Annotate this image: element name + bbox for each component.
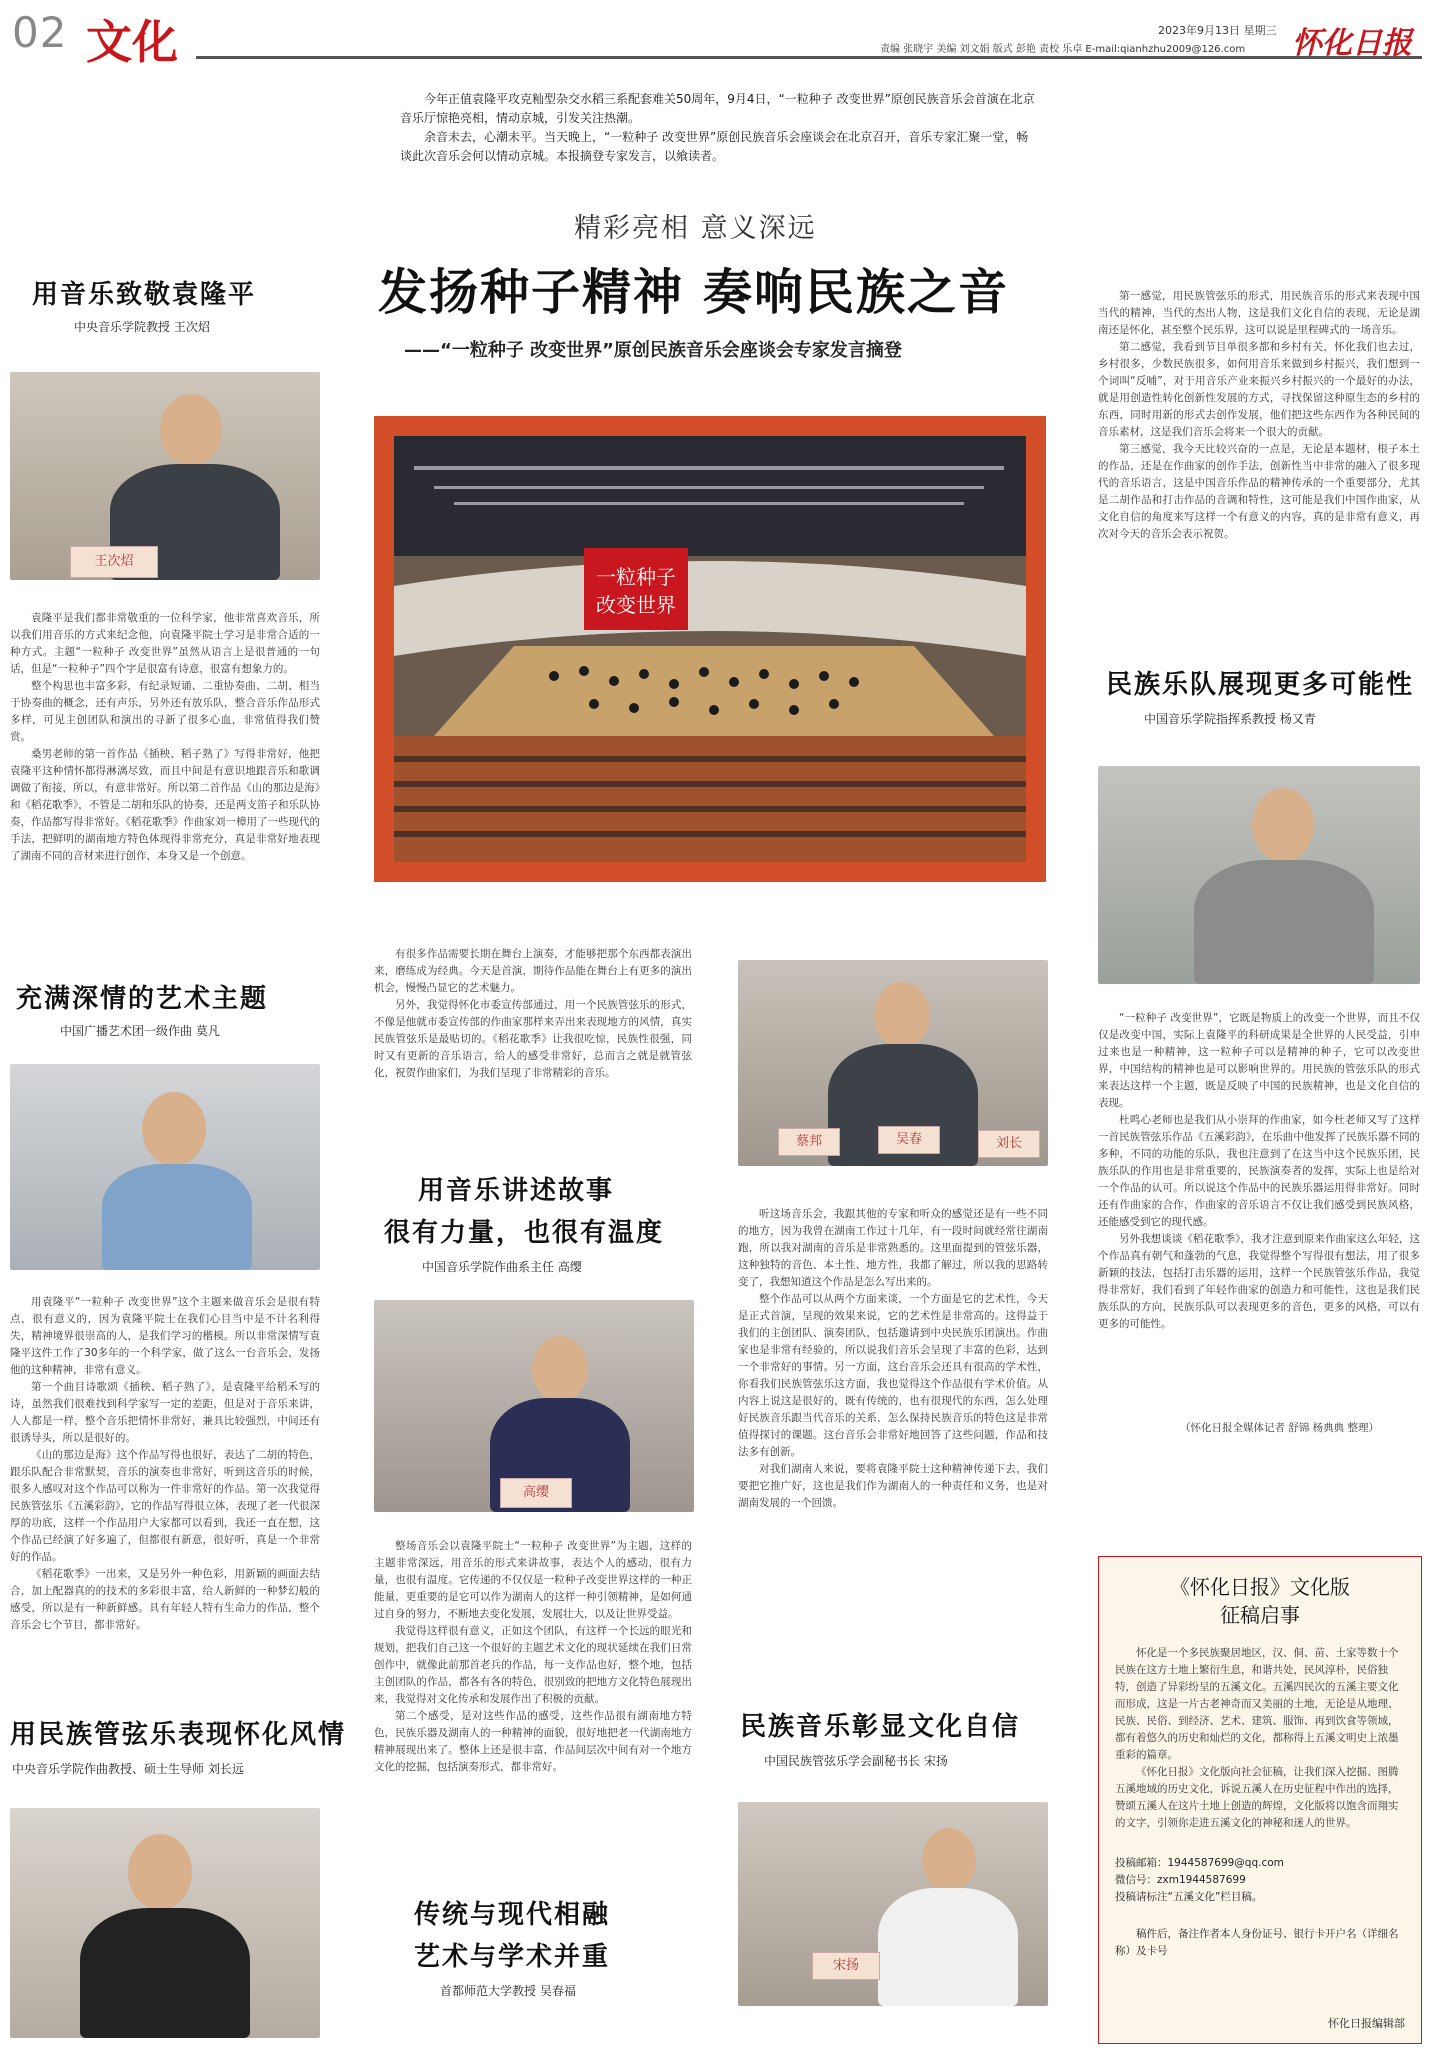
- article-title-4-line1: 用音乐讲述故事: [418, 1176, 615, 1206]
- notice-contacts: [1115, 1855, 1407, 1960]
- nameplate-6-mid: 吴春: [878, 1126, 940, 1154]
- article-title-3: 用民族管弦乐表现怀化风情: [10, 1720, 347, 1750]
- photo-yang-youqing: [1098, 766, 1420, 984]
- article-author-9: 中国音乐学院指挥系教授 杨又青: [1144, 712, 1316, 726]
- banner-line1: 一粒种子: [596, 565, 676, 589]
- submission-remark: 稿件后，备注作者本人身份证号、银行卡开户名（详细名称）及卡号: [1115, 1928, 1399, 1957]
- article-title-9: 民族乐队展现更多可能性: [1106, 670, 1415, 700]
- article-body-9: “一粒种子 改变世界”，它既是物质上的改变一个世界，而且不仅仅是改变中国，实际上袁隆平的科研成果是全世界的人民受益，引申过来也是一种精神，这一粒种子可以是精神的种子，它可以改变世界，中国结构的精神也是可以影响世界的。用民族的管弦乐队的形式来表达这样一个主题，既是反映了中国的民族精神，也是文化自信的表现。 杜鸣心老师也是我们从小崇拜的作曲家，如今杜老师又写了这样一首民族管弦乐作品《五溪彩韵》，在乐曲中他发挥了民族乐器不同的多种，不同的功能的乐队，我也注意到了在这当中这个民族乐团，民族乐队的作用也是非常重要的，民族演奏者的发挥，实际上也是给对一个作品的认可。所以说这个作品中的民族乐器运用得非常好。同时还有作曲家的合作，作曲家的音乐语言不仅让我们感受到民族风格，还能感受到它的现代感。 另外我想谈谈《稻花歌季》，我才注意到原来作曲家这么年轻，这个作品真有朝气和蓬勃的气息，我觉得整个写得很有想法，用了很多新颖的技法，包括打击乐器的运用，这样一个民族管弦乐作品，我觉得非常好，我们看到了年轻作曲家的创造力和可能性，这也是我们民族乐队的方向，民族乐队可以表现更多的音色，更多的风格，可以有更多的可能性。: [1098, 1012, 1420, 1330]
- article-title-2: 充满深情的艺术主题: [16, 984, 269, 1014]
- photo-liu-changyuan: [10, 1808, 320, 2038]
- article-author-7: 中国民族管弦乐学会副秘书长 宋扬: [764, 1754, 948, 1768]
- page-number: 02: [12, 8, 68, 57]
- article-body-8: 第一感觉，用民族管弦乐的形式，用民族音乐的形式来表现中国当代的精神，当代的杰出人物，这是我们文化自信的表现，无论是湖南还是怀化，甚至整个民乐界，这可以说是里程碑式的一场音乐。 第二感觉，我看到节目单很多都和乡村有关，怀化我们也去过，乡村很多，少数民族很多，如何用音乐来做到乡村振兴，我们想到一个词叫“反哺”，对于用音乐产业来振兴乡村振兴的一个最好的办法，就是用创造性转化创新性发展的方式，寻找保留这种原生态的乡村的东西，同时用新的形式去创作发展，他们把这些东西作为各种民间的音乐素材，这是我们音乐会将来一个很大的贡献。 第三感觉，我今天比较兴奋的一点是，无论是本题材，根子本土的作品，还是在作曲家的创作手法，创新性当中非常的融入了很多现代的音乐语言，这是中国音乐作品的精神传承的一个重要部分，尤其是二胡作品和打击作品的音调和特性，这可能是我们中国作曲家，从文化自信的角度来写这样一个有意义的内容，真的是非常有意义，再次对今天的音乐会表示祝贺。: [1098, 290, 1420, 540]
- submission-email: 投稿邮箱：1944587699@qq.com: [1115, 1857, 1284, 1869]
- nameplate-4: 高缨: [500, 1478, 572, 1508]
- article-body-6: 听这场音乐会，我跟其他的专家和听众的感觉还是有一些不同的地方，因为我曾在湖南工作过十几年，有一段时间就经常往湖南跑，所以我对湖南的音乐是非常熟悉的。这里面提到的管弦乐器，这种独特的音色、本土性、地方性，我都了解过，所以我的思路转变了，我想知道这个作品是怎么写出来的。 整个作品可以从两个方面来谈，一个方面是它的艺术性，今天是正式首演，呈现的效果来说，它的艺术性是非常高的。这得益于我们的主创团队、演奏团队，包括邀请到中央民族乐团演出。作曲家也是非常有经验的，所以说我们音乐会呈现了丰富的色彩，达到一个非常好的事情。另一方面，这台音乐会还具有很高的学术性，你看我们民族管弦乐这方面，我也觉得这个作品很有学术价值。从内容上说这是很好的，既有传统的，也有很现代的东西，怎么处理好民族音乐跟当代音乐的关系，怎么保持民族音乐的特色这是非常值得探讨的课题。这台音乐会非常好地回答了这些问题，作品和技法多有创新。 对我们湖南人来说，要将袁隆平院士这种精神传递下去，我们要把它推广好，这也是我们作为湖南人的一种责任和义务，也是对湖南发展的一个回馈。: [738, 1208, 1048, 1509]
- photo-mo-fan: [10, 1064, 320, 1270]
- main-subtitle: ——“一粒种子 改变世界”原创民族音乐会座谈会专家发言摘登: [404, 340, 902, 361]
- submission-tip: 投稿请标注“五溪文化”栏目稿。: [1115, 1891, 1263, 1903]
- article-body-2: 用袁隆平“一粒种子 改变世界”这个主题来做音乐会是很有特点，很有意义的，因为袁隆平院士在我们心目当中是不计名利得失，精神境界很崇高的人，是我们学习的楷模。所以非常深情写袁隆平这件工作了30多年的一个科学家，做了这么一台音乐会，发扬他的这种精神，非常有意义。 第一个曲目诗歌颂《插秧、稻子熟了》，是袁隆平给稻禾写的诗，虽然我们很难找到科学家写一定的差距，但是对于音乐来讲，人人都是一样，整个音乐把情怀非常好，兼具比较强烈，中间还有很诱导头，所以是很好的。 《山的那边是海》这个作品写得也很好，表达了二胡的特色，跟乐队配合非常默契，音乐的演奏也非常好，听到这音乐的时候，很多人感叹对这个作品可以称为一件非常好的作品。第一次我觉得民族管弦乐《五溪彩韵》，它的作品写得很立体，表现了老一代很深厚的功底，这样一个作品用户大家都可以看到，我还一直在想，这个作品已经演了好多遍了，但都很有新意，很好听，真是一个非常好的作品。 《稻花歌季》一出来，又是另外一种色彩，用新颖的画面去结合，加上配器真的的技术的多彩很丰富，给人新鲜的一种梦幻般的感受，所以是有一种新鲜感。具有年轻人特有生命力的作品，整个音乐会七个节目，都非常好。: [10, 1296, 320, 1631]
- article-title-5-line1: 传统与现代相融: [414, 1900, 611, 1930]
- nameplate-6-left: 蔡邦: [778, 1128, 840, 1156]
- nameplate-6-right: 刘长: [978, 1130, 1040, 1158]
- article-title-1: 用音乐致敬袁隆平: [32, 280, 257, 310]
- article-author-5: 首都师范大学教授 吴春福: [440, 1984, 576, 1998]
- newspaper-masthead-logo: 怀化日报: [1292, 26, 1412, 61]
- notice-title: 《怀化日报》文化版 征稿启事: [1170, 1575, 1350, 1627]
- article-author-3: 中央音乐学院作曲教授、硕士生导师 刘长远: [12, 1762, 244, 1776]
- banner-line2: 改变世界: [596, 593, 676, 617]
- article-title-7: 民族音乐彰显文化自信: [740, 1712, 1021, 1742]
- nameplate-7: 宋扬: [812, 1952, 880, 1980]
- article-author-1: 中央音乐学院教授 王次炤: [74, 320, 210, 334]
- article-author-4: 中国音乐学院作曲系主任 高缨: [422, 1260, 582, 1274]
- article-title-4-line2: 很有力量，也很有温度: [384, 1218, 665, 1248]
- photo-wang-cizhao: [10, 372, 320, 580]
- headline-kicker: 精彩亮相 意义深远: [574, 213, 817, 244]
- reporter-credit: （怀化日报全媒体记者 舒锦 杨典典 整理）: [1180, 1422, 1380, 1434]
- issue-date: 2023年9月13日 星期三: [1158, 24, 1277, 37]
- concert-hall-illustration: [394, 436, 1026, 862]
- notice-body: 怀化是一个多民族聚居地区，汉、侗、苗、土家等数十个民族在这方土地上繁衍生息，和谐共处，民风淳朴，民俗独特，创造了异彩纷呈的五溪文化。五溪四民次的五溪主要文化而形成，这是一片古老神奇而又美丽的土地，无论是从地理、民族、民俗、到经济、艺术、建筑、服饰、再到饮食等领域，都有着悠久的历史和灿烂的文化，都称得上五溪文明史上浓墨重彩的篇章。 《怀化日报》文化版向社会征稿，让我们深入挖掘、图腾五溪地域的历史文化，诉说五溪人在历史征程中作出的选择，赞颂五溪人在这片土地上创造的辉煌，文化版将以饱含而翔实的文字，引领你走进五溪文化的神秘和迷人的世界。: [1115, 1647, 1399, 1829]
- intro-paragraph: 今年正值袁隆平攻克籼型杂交水稻三系配套难关50周年，9月4日，“一粒种子 改变世界”原创民族音乐会首演在北京音乐厅惊艳亮相，情动京城，引发关注热潮。: [400, 92, 1035, 125]
- article-title-5-line2: 艺术与学术并重: [414, 1942, 611, 1972]
- article-body-1: 袁隆平是我们都非常敬重的一位科学家，他非常喜欢音乐，所以我们用音乐的方式来纪念他，向袁隆平院士学习是非常合适的一种方式。主题“一粒种子 改变世界”虽然从语言上是很普通的一句话，但是“一粒种子”四个字是很富有诗意，很富有想象力的。 整个构思也丰富多彩，有纪录短诵、二重协奏曲、二胡、相当于协奏曲的概念，还有声乐，另外还有放乐队，整合音乐作品形式多样，可见主创团队和演出的寻新了很多心血，非常值得我们赞赏。 桑男老师的第一首作品《插秧、稻子熟了》写得非常好，他把袁隆平这种情怀都得淋漓尽致，而且中间是有意识地跟音乐和歌调调做了衔接，所以，有意非常好。所以第二首作品《山的那边是海》和《稻花歌季》，不管是二胡和乐队的协奏，还是两支笛子和乐队协奏，作品都写得非常好。《稻花歌季》作曲家刘一樟用了一些现代的手法，把鲜明的湖南地方特色体现得非常充分，真是非常好地表现了湖南不同的音材来进行创作，本身又是一个创意。: [10, 612, 320, 862]
- call-for-submissions-box: [1098, 1556, 1422, 2044]
- intro-paragraphs: [400, 90, 1040, 166]
- header-rule: [196, 56, 1422, 59]
- section-title: 文化: [86, 15, 178, 69]
- main-headline: 发扬种子精神 奏响民族之音: [378, 263, 1010, 321]
- article-body-4: 整场音乐会以袁隆平院士“一粒种子 改变世界”为主题，这样的主题非常深远，用音乐的形式来讲故事，表达个人的感动，很有力量，也很有温度。它传递的不仅仅是一粒种子改变世界这样的一种正能量，更重要的是它可以作为湖南人的这样一种引领精神，是如何通过自身的努力，不断地去变化发展，发展壮大，以及让世界受益。 我觉得这样很有意义，正如这个团队，有这样一个长远的眼光和规划，把我们自己这一个很好的主题艺术文化的现状延续在我们日常创作中，就像此前那首老兵的作品，每一支作品也好，整个地，包括主创团队的作品，都各有各的特色，很别致的把地方文化特色展现出来，我觉得对文化传承和发展作出了积极的贡献。 第二个感受，是对这些作品的感受，这些作品很有湖南地方特色，民族乐器及湖南人的一种精神的面貌，很好地把老一代湖南地方精神展现出来了。整体上还是很丰富，作品间层次中间有对一个地方文化的挖掘，包括演奏形式，都非常好。: [374, 1540, 692, 1773]
- intro-paragraph: 余音未去，心潮未平。当天晚上，“一粒种子 改变世界”原创民族音乐会座谈会在北京召开，音乐专家汇聚一堂，畅谈此次音乐会何以情动京城。本报摘登专家发言，以飨读者。: [400, 130, 1029, 163]
- article-author-2: 中国广播艺术团一级作曲 莫凡: [60, 1024, 220, 1038]
- wechat-id: 微信号：zxm1944587699: [1115, 1874, 1246, 1886]
- nameplate-1: 王次炤: [70, 546, 158, 578]
- article-body-4-top: 有很多作品需要长期在舞台上演奏，才能够把那个东西都表演出来，磨练成为经典。今天是首演，期待作品能在舞台上有更多的演出机会，慢慢凸显它的艺术魅力。 另外，我觉得怀化市委宣传部通过，用一个民族管弦乐的形式，不像是他就市委宣传部的作曲家那样来弄出来表现地方的风情，真实民族管弦乐是最贴切的。《稻花歌季》让我很吃惊，民族性很强，同时又有更新的音乐语言，给人的感受非常好，总而言之就是就管弦化，祝贺作曲家们，为我们呈现了非常精彩的音乐。: [374, 948, 692, 1079]
- concert-photo-frame: [374, 416, 1046, 882]
- photo-gao-ying: [374, 1300, 694, 1512]
- notice-signature: 怀化日报编辑部: [1328, 2017, 1405, 2030]
- concert-photo: [394, 436, 1026, 862]
- photo-wu-chunfu: [738, 960, 1048, 1166]
- photo-song-yang: [738, 1802, 1048, 2006]
- editor-credits: 责编 张晓宇 美编 刘文娟 版式 彭艳 责校 乐卓 E-mail:qianhzhu2009@126.com: [880, 44, 1246, 55]
